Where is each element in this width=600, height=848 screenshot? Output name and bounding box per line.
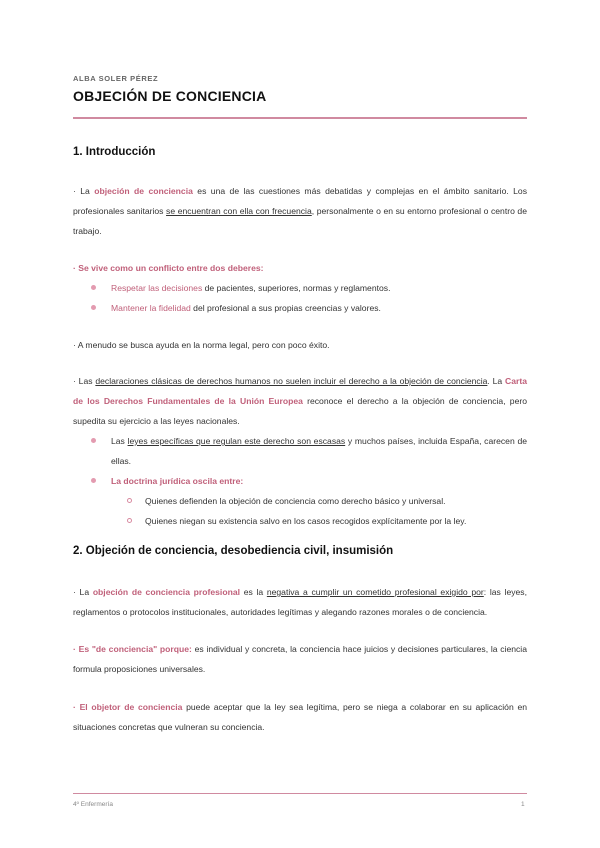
bullet-icon bbox=[91, 305, 96, 310]
list-item bbox=[73, 298, 527, 318]
circle-bullet-icon bbox=[127, 498, 132, 503]
highlight-term: La doctrina jurídica oscila entre: bbox=[111, 476, 244, 486]
circle-bullet-icon bbox=[127, 518, 132, 523]
list-item bbox=[73, 471, 527, 491]
sub-list-item bbox=[73, 491, 527, 511]
text: puede aceptar que la ley sea legítima, pero se niega a colaborar en su aplicación en situaciones concretas que vulneran su conciencia. bbox=[73, 702, 528, 732]
list-item bbox=[73, 431, 527, 471]
author-name: ALBA SOLER PÉREZ bbox=[73, 74, 159, 83]
paragraph-conflict bbox=[73, 258, 527, 318]
text: Las bbox=[111, 436, 128, 446]
text: Quienes defienden la objeción de conciencia como derecho básico y universal. bbox=[145, 496, 446, 506]
declarations-list bbox=[73, 431, 527, 531]
header-rule bbox=[73, 117, 527, 119]
highlight-term: · El objetor de conciencia bbox=[73, 702, 183, 712]
text: reconoce el derecho a la objeción de conciencia, pero supedita su ejercicio a las leyes nacionales. bbox=[73, 396, 527, 426]
list-item bbox=[73, 278, 527, 298]
text: es individual y concreta, la conciencia hace juicios y decisiones particulares, la ciencia formula proposiciones universales. bbox=[73, 644, 527, 674]
text: · La bbox=[73, 186, 95, 196]
underlined-text: declaraciones clásicas de derechos humanos no suelen incluir el derecho a la objeción de conciencia bbox=[95, 376, 488, 386]
text: del profesional a sus propias creencias y valores. bbox=[190, 303, 381, 313]
bullet-icon bbox=[91, 438, 96, 443]
paragraph-declarations bbox=[73, 371, 527, 531]
conflict-lead: · Se vive como un conflicto entre dos deberes: bbox=[73, 263, 264, 273]
paragraph-legal bbox=[73, 335, 527, 355]
text: . La bbox=[487, 376, 505, 386]
paragraph-professional bbox=[73, 582, 527, 622]
underlined-text: leyes específicas que regulan este derecho son escasas bbox=[127, 436, 346, 446]
sub-list-item bbox=[73, 511, 527, 531]
highlight-term: Carta de los Derechos Fundamentales de la Unión Europea bbox=[73, 376, 527, 406]
section-heading-introduction: 1. Introducción bbox=[73, 146, 156, 158]
page-number: 1 bbox=[521, 801, 525, 808]
paragraph-objector bbox=[73, 697, 527, 737]
paragraph-intro bbox=[73, 181, 527, 241]
text: de pacientes, superiores, normas y reglamentos. bbox=[202, 283, 391, 293]
document-title: OBJECIÓN DE CONCIENCIA bbox=[73, 88, 267, 104]
text: y muchos países, incluida España, carecen de ellas. bbox=[111, 436, 528, 466]
conflict-list bbox=[73, 278, 527, 318]
bullet-icon bbox=[91, 285, 96, 290]
paragraph-conscience bbox=[73, 639, 527, 679]
underlined-text: se encuentran con ella con frecuencia bbox=[166, 206, 312, 216]
bullet-icon bbox=[91, 478, 96, 483]
text: : las leyes, reglamentos o protocolos institucionales, autoridades legítimas y alegando razones morales o de conciencia. bbox=[73, 587, 527, 617]
highlight-term: objeción de conciencia bbox=[94, 186, 193, 196]
text: es la bbox=[240, 587, 267, 597]
underlined-text: negativa a cumplir un cometido profesional exigido por bbox=[266, 587, 484, 597]
text: · A menudo se busca ayuda en la norma legal, pero con poco éxito. bbox=[73, 340, 330, 350]
highlight-term: Respetar las decisiones bbox=[111, 283, 203, 293]
highlight-term: objeción de conciencia profesional bbox=[92, 587, 240, 597]
footer-rule bbox=[73, 793, 527, 794]
text: , personalmente o en su entorno profesional o centro de trabajo. bbox=[73, 206, 527, 236]
highlight-term: Mantener la fidelidad bbox=[111, 303, 191, 313]
highlight-term: · Es "de conciencia" porque: bbox=[73, 644, 192, 654]
section-heading-objection: 2. Objeción de conciencia, desobediencia civil, insumisión bbox=[73, 545, 394, 557]
text: Quienes niegan su existencia salvo en los casos recogidos explícitamente por la ley. bbox=[145, 516, 467, 526]
text: es una de las cuestiones más debatidas y complejas en el ámbito sanitario. Los profesionales sanitarios bbox=[73, 186, 528, 216]
text: · Las bbox=[73, 376, 96, 386]
text: · La bbox=[73, 587, 93, 597]
footer-course: 4º Enfermería bbox=[73, 801, 113, 808]
